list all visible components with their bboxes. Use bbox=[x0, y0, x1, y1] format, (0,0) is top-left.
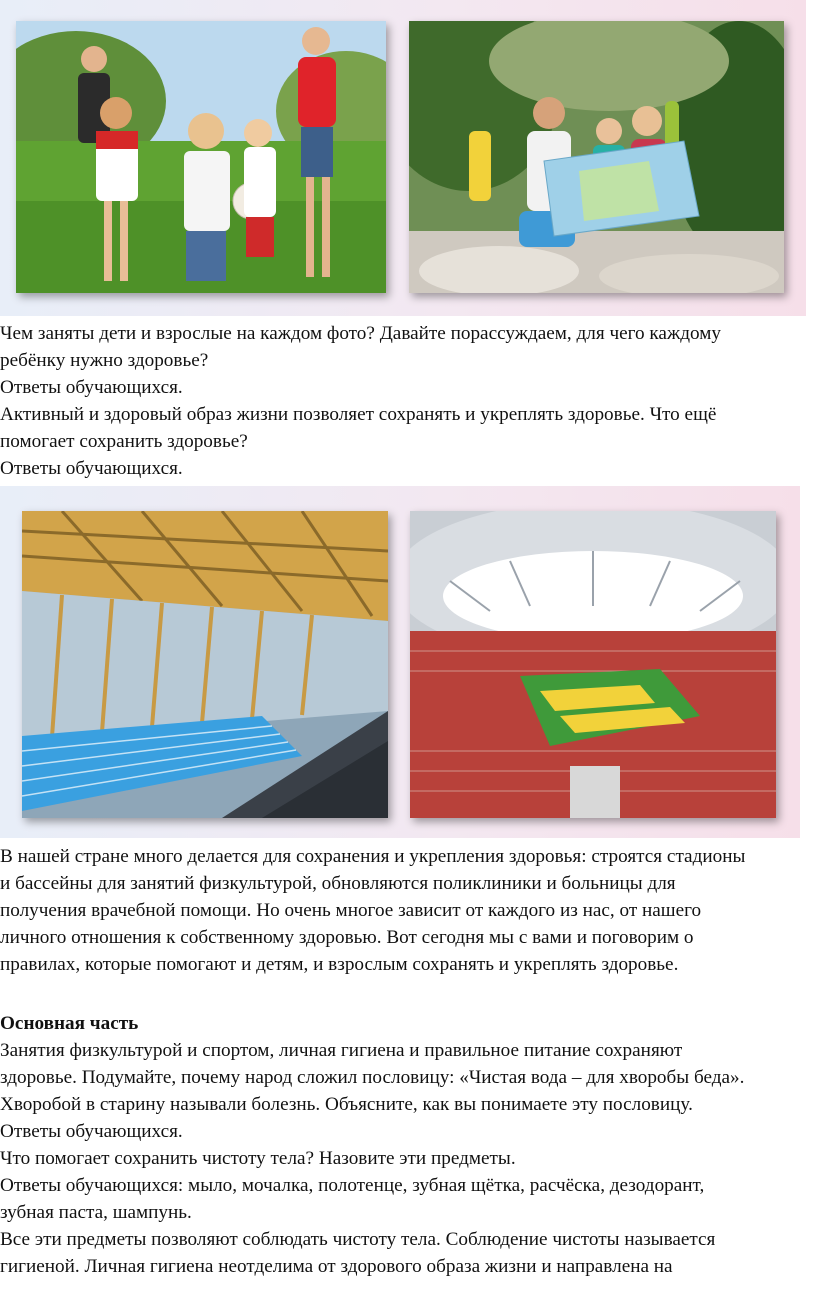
text-line: Занятия физкультурой и спортом, личная гигиена и правильное питание сохраняют bbox=[0, 1040, 683, 1061]
text-line: гигиеной. Личная гигиена неотделима от здорового образа жизни и направлена на bbox=[0, 1256, 673, 1277]
family-running-photo bbox=[16, 21, 386, 293]
text-line: Ответы обучающихся. bbox=[0, 1121, 183, 1142]
text-line: Ответы обучающихся: мыло, мочалка, полотенце, зубная щётка, расчёска, дезодорант, bbox=[0, 1175, 705, 1196]
intro-questions-text bbox=[0, 320, 816, 482]
text-line: Хворобой в старину называли болезнь. Объясните, как вы понимаете эту пословицу. bbox=[0, 1094, 693, 1115]
text-line: правилах, которые помогают и детям, и взрослым сохранять и укреплять здоровье. bbox=[0, 954, 679, 975]
text-line: Ответы обучающихся. bbox=[0, 377, 183, 398]
text-line: Активный и здоровый образ жизни позволяет сохранять и укреплять здоровье. Что ещё bbox=[0, 404, 717, 425]
text-line: личного отношения к собственному здоровью. Вот сегодня мы с вами и поговорим о bbox=[0, 927, 694, 948]
text-line: зубная паста, шампунь. bbox=[0, 1202, 192, 1223]
text-line: Чем заняты дети и взрослые на каждом фото? Давайте порассуждаем, для чего каждому bbox=[0, 323, 721, 344]
swimming-pool-arena-photo bbox=[22, 511, 388, 818]
text-line: Что помогает сохранить чистоту тела? Назовите эти предметы. bbox=[0, 1148, 516, 1169]
section-heading: Основная часть bbox=[0, 1013, 139, 1034]
main-part-section bbox=[0, 1010, 816, 1280]
football-stadium-photo bbox=[410, 511, 776, 818]
family-hiking-map-photo bbox=[409, 21, 784, 293]
text-line: здоровье. Подумайте, почему народ сложил пословицу: «Чистая вода – для хворобы беда». bbox=[0, 1067, 745, 1088]
text-line: и бассейны для занятий физкультурой, обновляются поликлиники и больницы для bbox=[0, 873, 676, 894]
text-line: В нашей стране много делается для сохранения и укрепления здоровья: строятся стадионы bbox=[0, 846, 746, 867]
text-line: получения врачебной помощи. Но очень многое зависит от каждого из нас, от нашего bbox=[0, 900, 702, 921]
text-line: ребёнку нужно здоровье? bbox=[0, 350, 209, 371]
text-line: Все эти предметы позволяют соблюдать чистоту тела. Соблюдение чистоты называется bbox=[0, 1229, 716, 1250]
country-health-text bbox=[0, 843, 816, 978]
text-line: Ответы обучающихся. bbox=[0, 458, 183, 479]
text-line: помогает сохранить здоровье? bbox=[0, 431, 248, 452]
